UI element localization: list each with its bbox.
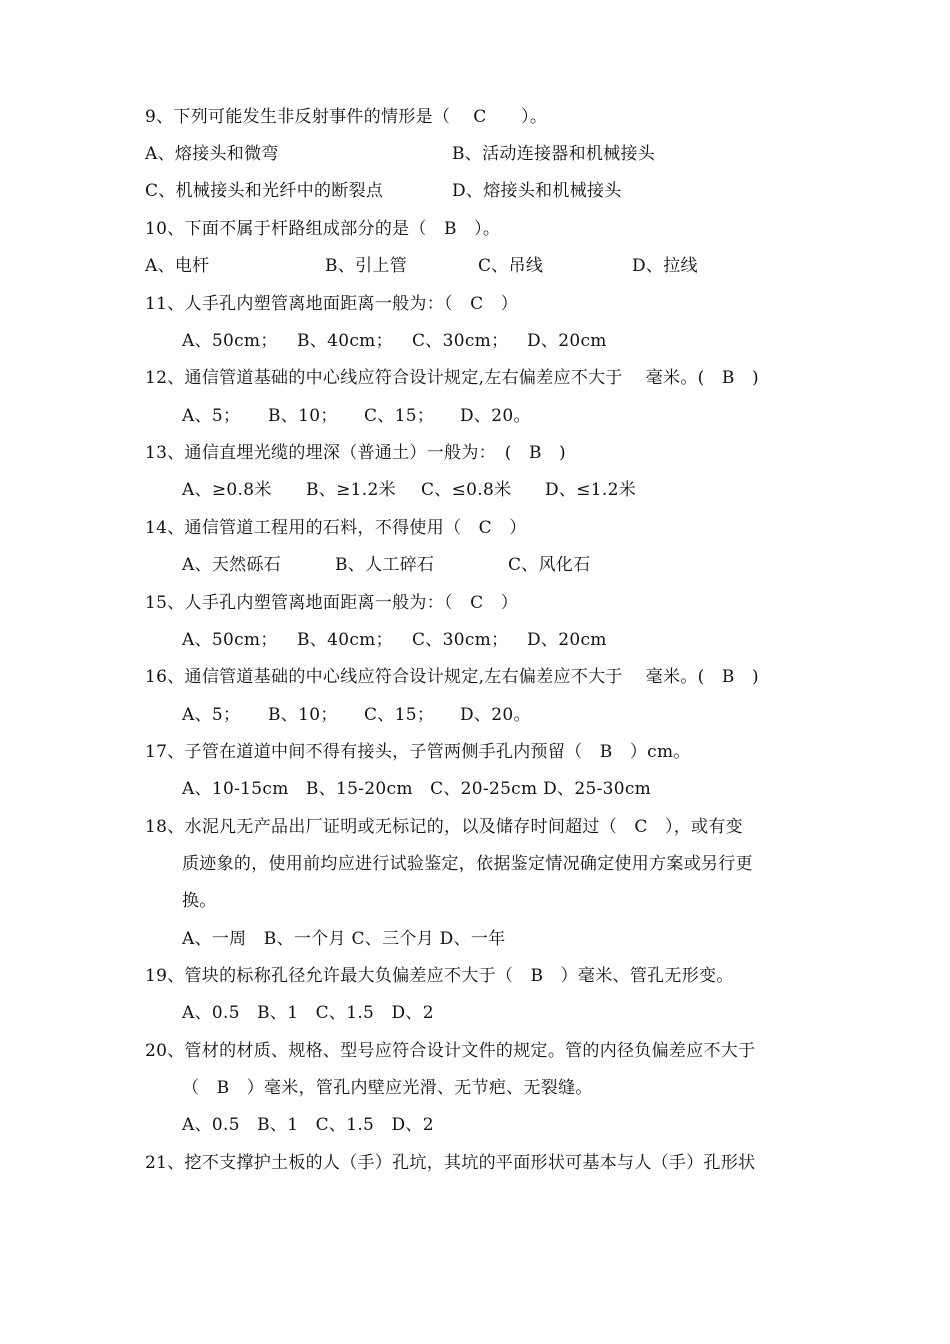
option: A、50cm； [182, 630, 278, 650]
question-stem: 17、子管在道道中间不得有接头，子管两侧手孔内预留（ B ）cm。 [145, 742, 691, 762]
option: B、10； [268, 406, 338, 426]
question-stem-continued: （ B ）毫米，管孔内壁应光滑、无节疤、无裂缝。 [182, 1078, 593, 1098]
option: B、活动连接器和机械接头 [452, 144, 656, 164]
question-stem: 13、通信直埋光缆的埋深（普通土）一般为： ( B ) [145, 443, 566, 463]
options-line: A、0.5 B、1 C、1.5 D、2 [182, 1003, 434, 1023]
question-stem: 14、通信管道工程用的石料，不得使用（ C ） [145, 518, 527, 538]
question-stem: 20、管材的材质、规格、型号应符合设计文件的规定。管的内径负偏差应不大于 [145, 1041, 756, 1061]
option: D、≤1.2米 [545, 480, 637, 500]
question-stem: 16、通信管道基础的中心线应符合设计规定,左右偏差应不大于 毫米。( B ) [145, 667, 759, 687]
option: A、天然砾石 [182, 555, 282, 575]
question-stem: 18、水泥凡无产品出厂证明或无标记的，以及储存时间超过（ C ），或有变 [145, 817, 743, 837]
option: C、风化石 [508, 555, 591, 575]
option: A、电杆 [145, 256, 210, 276]
option: D、拉线 [632, 256, 698, 276]
question-stem: 19、管块的标称孔径允许最大负偏差应不大于（ B ）毫米、管孔无形变。 [145, 966, 734, 986]
question-stem: 12、通信管道基础的中心线应符合设计规定,左右偏差应不大于 毫米。( B ) [145, 368, 759, 388]
option: D、20cm [527, 331, 607, 351]
option: C、≤0.8米 [421, 480, 512, 500]
option: C、30cm； [412, 630, 509, 650]
options-line: A、0.5 B、1 C、1.5 D、2 [182, 1115, 434, 1135]
option: C、机械接头和光纤中的断裂点 [145, 181, 384, 201]
options-line: A、10-15cm B、15-20cm C、20-25cm D、25-30cm [182, 779, 652, 799]
option: C、30cm； [412, 331, 509, 351]
question-stem-continued: 质迹象的，使用前均应进行试验鉴定，依据鉴定情况确定使用方案或另行更 [182, 854, 753, 874]
option: C、15； [364, 705, 435, 725]
question-stem: 21、挖不支撑护土板的人（手）孔坑，其坑的平面形状可基本与人（手）孔形状 [145, 1153, 756, 1173]
option: B、≥1.2米 [306, 480, 396, 500]
option: A、5； [182, 406, 241, 426]
question-stem-continued: 换。 [182, 891, 217, 911]
question-stem: 15、人手孔内塑管离地面距离一般为：（ C ） [145, 593, 519, 613]
option: A、5； [182, 705, 241, 725]
option: D、熔接头和机械接头 [452, 181, 622, 201]
question-stem: 11、人手孔内塑管离地面距离一般为：（ C ） [145, 294, 519, 314]
option: B、40cm； [297, 630, 393, 650]
option: B、引上管 [325, 256, 407, 276]
option: C、15； [364, 406, 435, 426]
option: A、50cm； [182, 331, 278, 351]
option: D、20。 [460, 705, 531, 725]
option: D、20。 [460, 406, 531, 426]
option: B、40cm； [297, 331, 393, 351]
option: B、人工碎石 [335, 555, 435, 575]
option: B、10； [268, 705, 338, 725]
option: A、熔接头和微弯 [145, 144, 279, 164]
option: C、吊线 [478, 256, 544, 276]
question-stem: 10、下面不属于杆路组成部分的是（ B ）。 [145, 219, 501, 239]
option: D、20cm [527, 630, 607, 650]
option: A、≥0.8米 [182, 480, 272, 500]
question-stem: 9、下列可能发生非反射事件的情形是（ C ）。 [145, 107, 548, 127]
options-line: A、一周 B、一个月 C、三个月 D、一年 [182, 929, 506, 949]
